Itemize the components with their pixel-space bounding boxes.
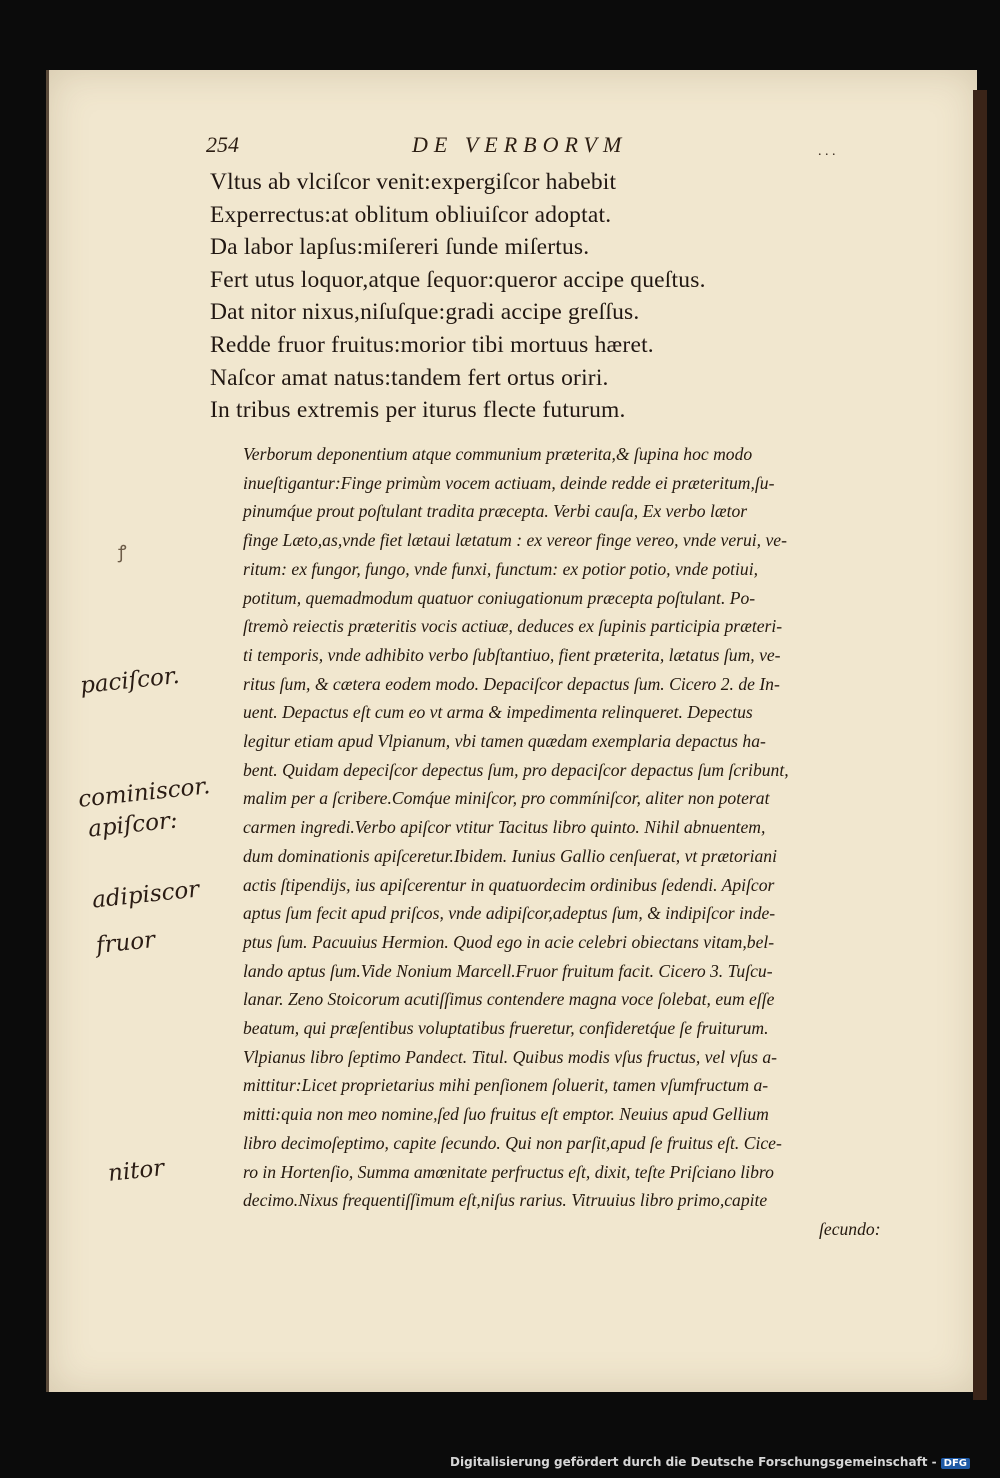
prose-line: mittitur:Licet proprietarius mihi penſionem ſoluerit, tamen vſumfructum a- bbox=[243, 1075, 769, 1096]
verse-line: In tribus extremis per iturus flecte futurum. bbox=[210, 397, 626, 424]
prose-line: lando aptus ſum.Vide Nonium Marcell.Fruor fruitum facit. Cicero 3. Tuſcu- bbox=[243, 960, 773, 981]
book-spine bbox=[973, 90, 987, 1400]
credit-text: Digitalisierung gefördert durch die Deutsche Forschungsgemeinschaft - bbox=[450, 1455, 937, 1469]
verse-line: Da labor lapſus:miſereri ſunde miſertus. bbox=[210, 234, 590, 261]
prose-line: finge Læto,as,vnde fiet lætaui lætatum : ex vereor finge vereo, vnde verui, ve- bbox=[243, 530, 787, 551]
margin-mark: ꝭ bbox=[118, 542, 127, 563]
prose-line: uent. Depactus eſt cum eo vt arma & impedimenta relinqueret. Depectus bbox=[243, 702, 753, 723]
prose-line: lanar. Zeno Stoicorum acutiſſimus contendere magna voce ſolebat, eum eſſe bbox=[243, 989, 775, 1010]
margin-note: apiſcor: bbox=[86, 807, 179, 843]
prose-line: malim per a ſcribere.Comq́ue miniſcor, pro commíniſcor, aliter non poterat bbox=[243, 788, 770, 809]
commentary-block bbox=[243, 440, 893, 1244]
verse-line: Vltus ab vlciſcor venit:expergiſcor habebit bbox=[210, 169, 617, 195]
margin-note: nitor bbox=[106, 1155, 166, 1187]
prose-line: Verborum deponentium atque communium præterita,& ſupina hoc modo bbox=[243, 444, 753, 464]
running-head bbox=[206, 132, 846, 162]
prose-line: aptus ſum fecit apud priſcos, vnde adipiſcor,adeptus ſum, & indipiſcor inde- bbox=[243, 903, 776, 924]
prose-line: ritum: ex fungor, fungo, vnde funxi, functum: ex potior potio, vnde potiui, bbox=[243, 558, 759, 579]
verse-line: Naſcor amat natus:tandem fert ortus oriri. bbox=[210, 364, 609, 391]
prose-line: pinumq́ue prout poſtulant tradita præcepta. Verbi cauſa, Ex verbo lætor bbox=[243, 501, 748, 522]
margin-note: paciſcor. bbox=[78, 662, 181, 700]
prose-line: decimo.Nixus frequentiſſimum eſt,niſus rarius. Vitruuius libro primo,capite bbox=[243, 1190, 768, 1211]
prose-line: inueſtigantur:Finge primùm vocem actiuam, deinde redde ei præteritum,ſu- bbox=[243, 472, 775, 493]
running-title: DE VERBORVM bbox=[412, 132, 628, 157]
verse-line: Experrectus:at oblitum obliuiſcor adoptat. bbox=[210, 201, 612, 228]
prose-line: ſtremò reiectis præteritis vocis actiuæ, deduces ex ſupinis participia præteri- bbox=[243, 616, 783, 637]
prose-line: libro decimoſeptimo, capite ſecundo. Qui non parſit,apud ſe fruitus eſt. Cice- bbox=[243, 1132, 782, 1153]
prose-line: mitti:quia non meo nomine,ſed ſuo fruitus eſt emptor. Neuius apud Gellium bbox=[243, 1104, 769, 1125]
page-number: 254 bbox=[206, 132, 239, 157]
margin-note: cominiscor. bbox=[77, 773, 212, 813]
prose-line: dum dominationis apiſceretur.Ibidem. Iunius Gallio cenſuerat, vt prætoriani bbox=[243, 845, 777, 866]
prose-line: beatum, qui præſentibus voluptatibus frueretur, confideretq́ue ſe fruiturum. bbox=[243, 1018, 769, 1039]
prose-line: bent. Quidam depeciſcor depectus ſum, pro depaciſcor depactus ſum ſcribunt, bbox=[243, 759, 789, 780]
prose-line: actis ſtipendijs, ius apiſcerentur in quatuordecim ordinibus ſedendi. Apiſcor bbox=[243, 874, 775, 895]
prose-line: ro in Hortenſio, Summa amœnitate perfructus eſt, dixit, teſte Priſciano libro bbox=[243, 1161, 774, 1182]
margin-note: fruor bbox=[94, 926, 157, 960]
prose-line: ſecundo: bbox=[819, 1218, 881, 1239]
verse-line: Dat nitor nixus,niſuſque:gradi accipe greſſus. bbox=[210, 299, 640, 326]
dfg-logo: DFG bbox=[941, 1458, 970, 1469]
digitization-credit bbox=[450, 1455, 970, 1469]
prose-line: Vlpianus libro ſeptimo Pandect. Titul. Quibus modis vſus fructus, vel vſus a- bbox=[243, 1046, 777, 1067]
prose-line: potitum, quemadmodum quatuor coniugationum præcepta poſtulant. Po- bbox=[243, 587, 756, 608]
verse-line: Redde fruor fruitus:morior tibi mortuus hæret. bbox=[210, 331, 654, 358]
prose-line: ptus ſum. Pacuuius Hermion. Quod ego in acie celebri obiectans vitam,bel- bbox=[243, 931, 775, 952]
running-head-mark: . . . bbox=[818, 144, 836, 159]
margin-note: adipiscor bbox=[90, 876, 201, 914]
prose-line: legitur etiam apud Vlpianum, vbi tamen quædam exemplaria depactus ha- bbox=[243, 731, 766, 752]
verse-line: Fert utus loquor,atque ſequor:queror accipe queſtus. bbox=[210, 266, 706, 293]
prose-line: carmen ingredi.Verbo apiſcor vtitur Tacitus libro quinto. Nihil abnuentem, bbox=[243, 817, 766, 838]
prose-line: ritus ſum, & cætera eodem modo. Depaciſcor depactus ſum. Cicero 2. de In- bbox=[243, 673, 780, 694]
verse-block bbox=[210, 166, 850, 427]
prose-line: ti temporis, vnde adhibito verbo ſubſtantiuo, fient præterita, lætatus ſum, ve- bbox=[243, 644, 781, 665]
